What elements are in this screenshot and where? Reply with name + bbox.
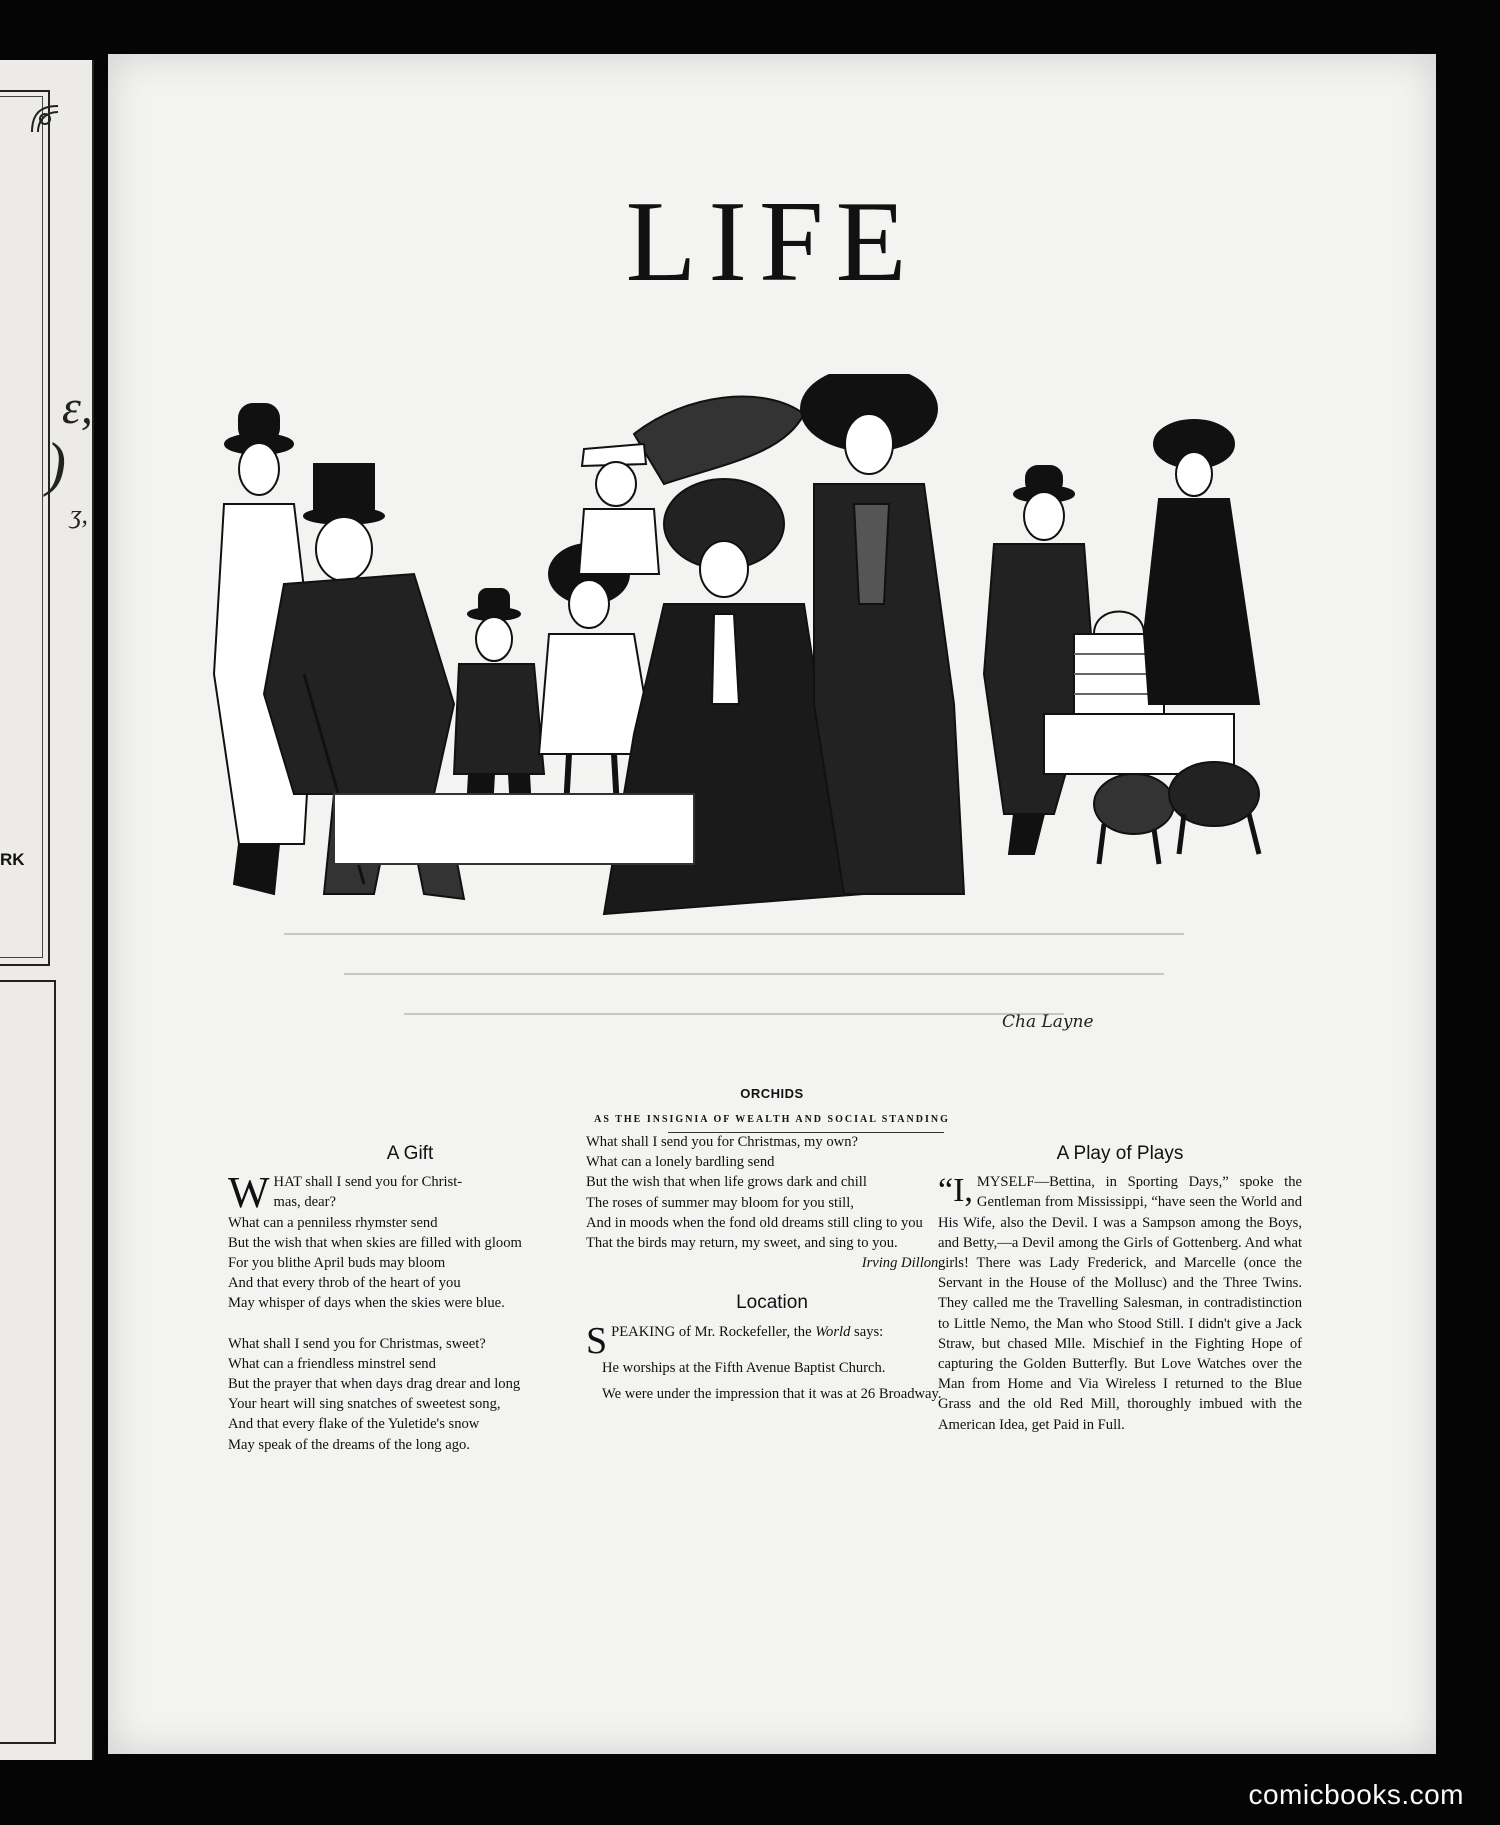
play-column-right [938,1132,1302,1435]
poem-line: For you blithe April buds may bloom [228,1255,446,1272]
bulldogs-figure [1094,762,1259,864]
illustration-caption-subtitle [108,1114,1436,1125]
corner-ornament-icon [30,104,60,134]
left-script-fragment: ʒ, [70,500,89,529]
caption-subtitle-text: AS THE INSIGNIA OF WEALTH AND SOCIAL STANDING [594,1114,950,1125]
poem-line: What shall I send you for Christmas, my own? [586,1134,858,1150]
poem-column-left [228,1132,592,1455]
site-watermark: comicbooks.com [1248,1779,1464,1810]
orchids-illustration [164,374,1364,1094]
left-script-fragment: ) [46,431,66,497]
play-title: A Play of Plays [1056,1143,1184,1164]
play-body-text: MYSELF—Bettina, in Sporting Days,” spoke the Gentleman from Mississippi, “have seen the World and His Wife, also the Devil. I was a Sampson among the Boys, and Betty,—a Devil among the Girls of Gottenberg. And what girls! There was Lady Frederick, and Marcelle (once the Servant in the House of the Mollusc) and the Three Twins. They called me the Travelling Salesman, in contradistinction to Little Nemo, the Man who Stood Still. I didn't give a Jack Straw, but chased Mlle. Mischief in the Fighting Hope of capturing the Golden Butterfly. But Love Watches over the Man from Home and Via Wireless I returned to the Blue Grass and the old Red Mill, thoroughly imbued with the American Idea, get Paid in Full. [938,1174,1302,1433]
poem-line: And that every flake of the Yuletide's snow [228,1416,480,1433]
floor-hatching [284,934,1184,1014]
poem-line: mas, dear? [273,1194,336,1211]
location-intro [586,1319,958,1362]
poem-line: What can a penniless rhymster send [228,1214,438,1231]
poem-line: But the wish that when skies are filled with gloom [228,1234,522,1251]
poem-line: HAT shall I send you for Christ- [273,1174,463,1191]
poem-line: May speak of the dreams of the long ago. [228,1436,470,1453]
poem-line: And that every throb of the heart of you [228,1275,461,1292]
poem-line: What shall I send you for Christmas, sweet? [228,1335,486,1352]
location-paragraph: We were under the impression that it was at 26 Broadway. [602,1385,942,1402]
play-body [938,1172,1302,1435]
left-page-fragment [0,60,94,1760]
poem-line: What can a lonely bardling send [586,1154,775,1171]
location-intro-text: PEAKING of Mr. Rockefeller, the [611,1323,812,1340]
poem-first-line [228,1168,592,1218]
left-page-text-fragment: RK [0,850,25,869]
poem-author: Irving Dillon. [861,1255,942,1272]
poem-line: But the prayer that when days drag drear and long [228,1376,521,1393]
poem-line: The roses of summer may bloom for you still, [586,1194,854,1211]
artist-signature: Cha Layne [1002,1012,1094,1032]
middle-column [586,1132,958,1404]
location-publication: World [815,1323,851,1340]
poem-line: But the wish that when life grows dark and chill [586,1174,867,1191]
poem-line: That the birds may return, my sweet, and sing to you. [586,1235,898,1252]
left-page-lower-frame [0,980,56,1744]
poem-dropcap: W [228,1168,270,1218]
chauffeur-figure [579,444,659,574]
poem-continuation [586,1132,958,1273]
illustration-caption-title: ORCHIDS [740,1086,804,1101]
poem-line: What can a friendless minstrel send [228,1355,436,1372]
maid-figure [1144,420,1259,704]
play-dropcap: “I, [938,1172,973,1210]
poem-line: And in moods when the fond old dreams still cling to you [586,1214,923,1231]
location-intro-text: says: [850,1323,884,1340]
location-paragraph: He worships at the Fifth Avenue Baptist Church. [602,1359,886,1376]
location-title: Location [736,1292,808,1314]
location-article [586,1319,958,1404]
poem-line: May whisper of days when the skies were blue. [228,1295,505,1312]
poem-title: A Gift [386,1143,434,1164]
left-page-inner-frame [0,96,43,958]
poem-line: Your heart will sing snatches of sweetest song, [228,1396,501,1413]
magazine-page [108,54,1436,1754]
masthead-title: LIFE [625,178,919,306]
location-dropcap: S [586,1319,608,1362]
left-script-fragment: ɛ, [62,381,93,434]
